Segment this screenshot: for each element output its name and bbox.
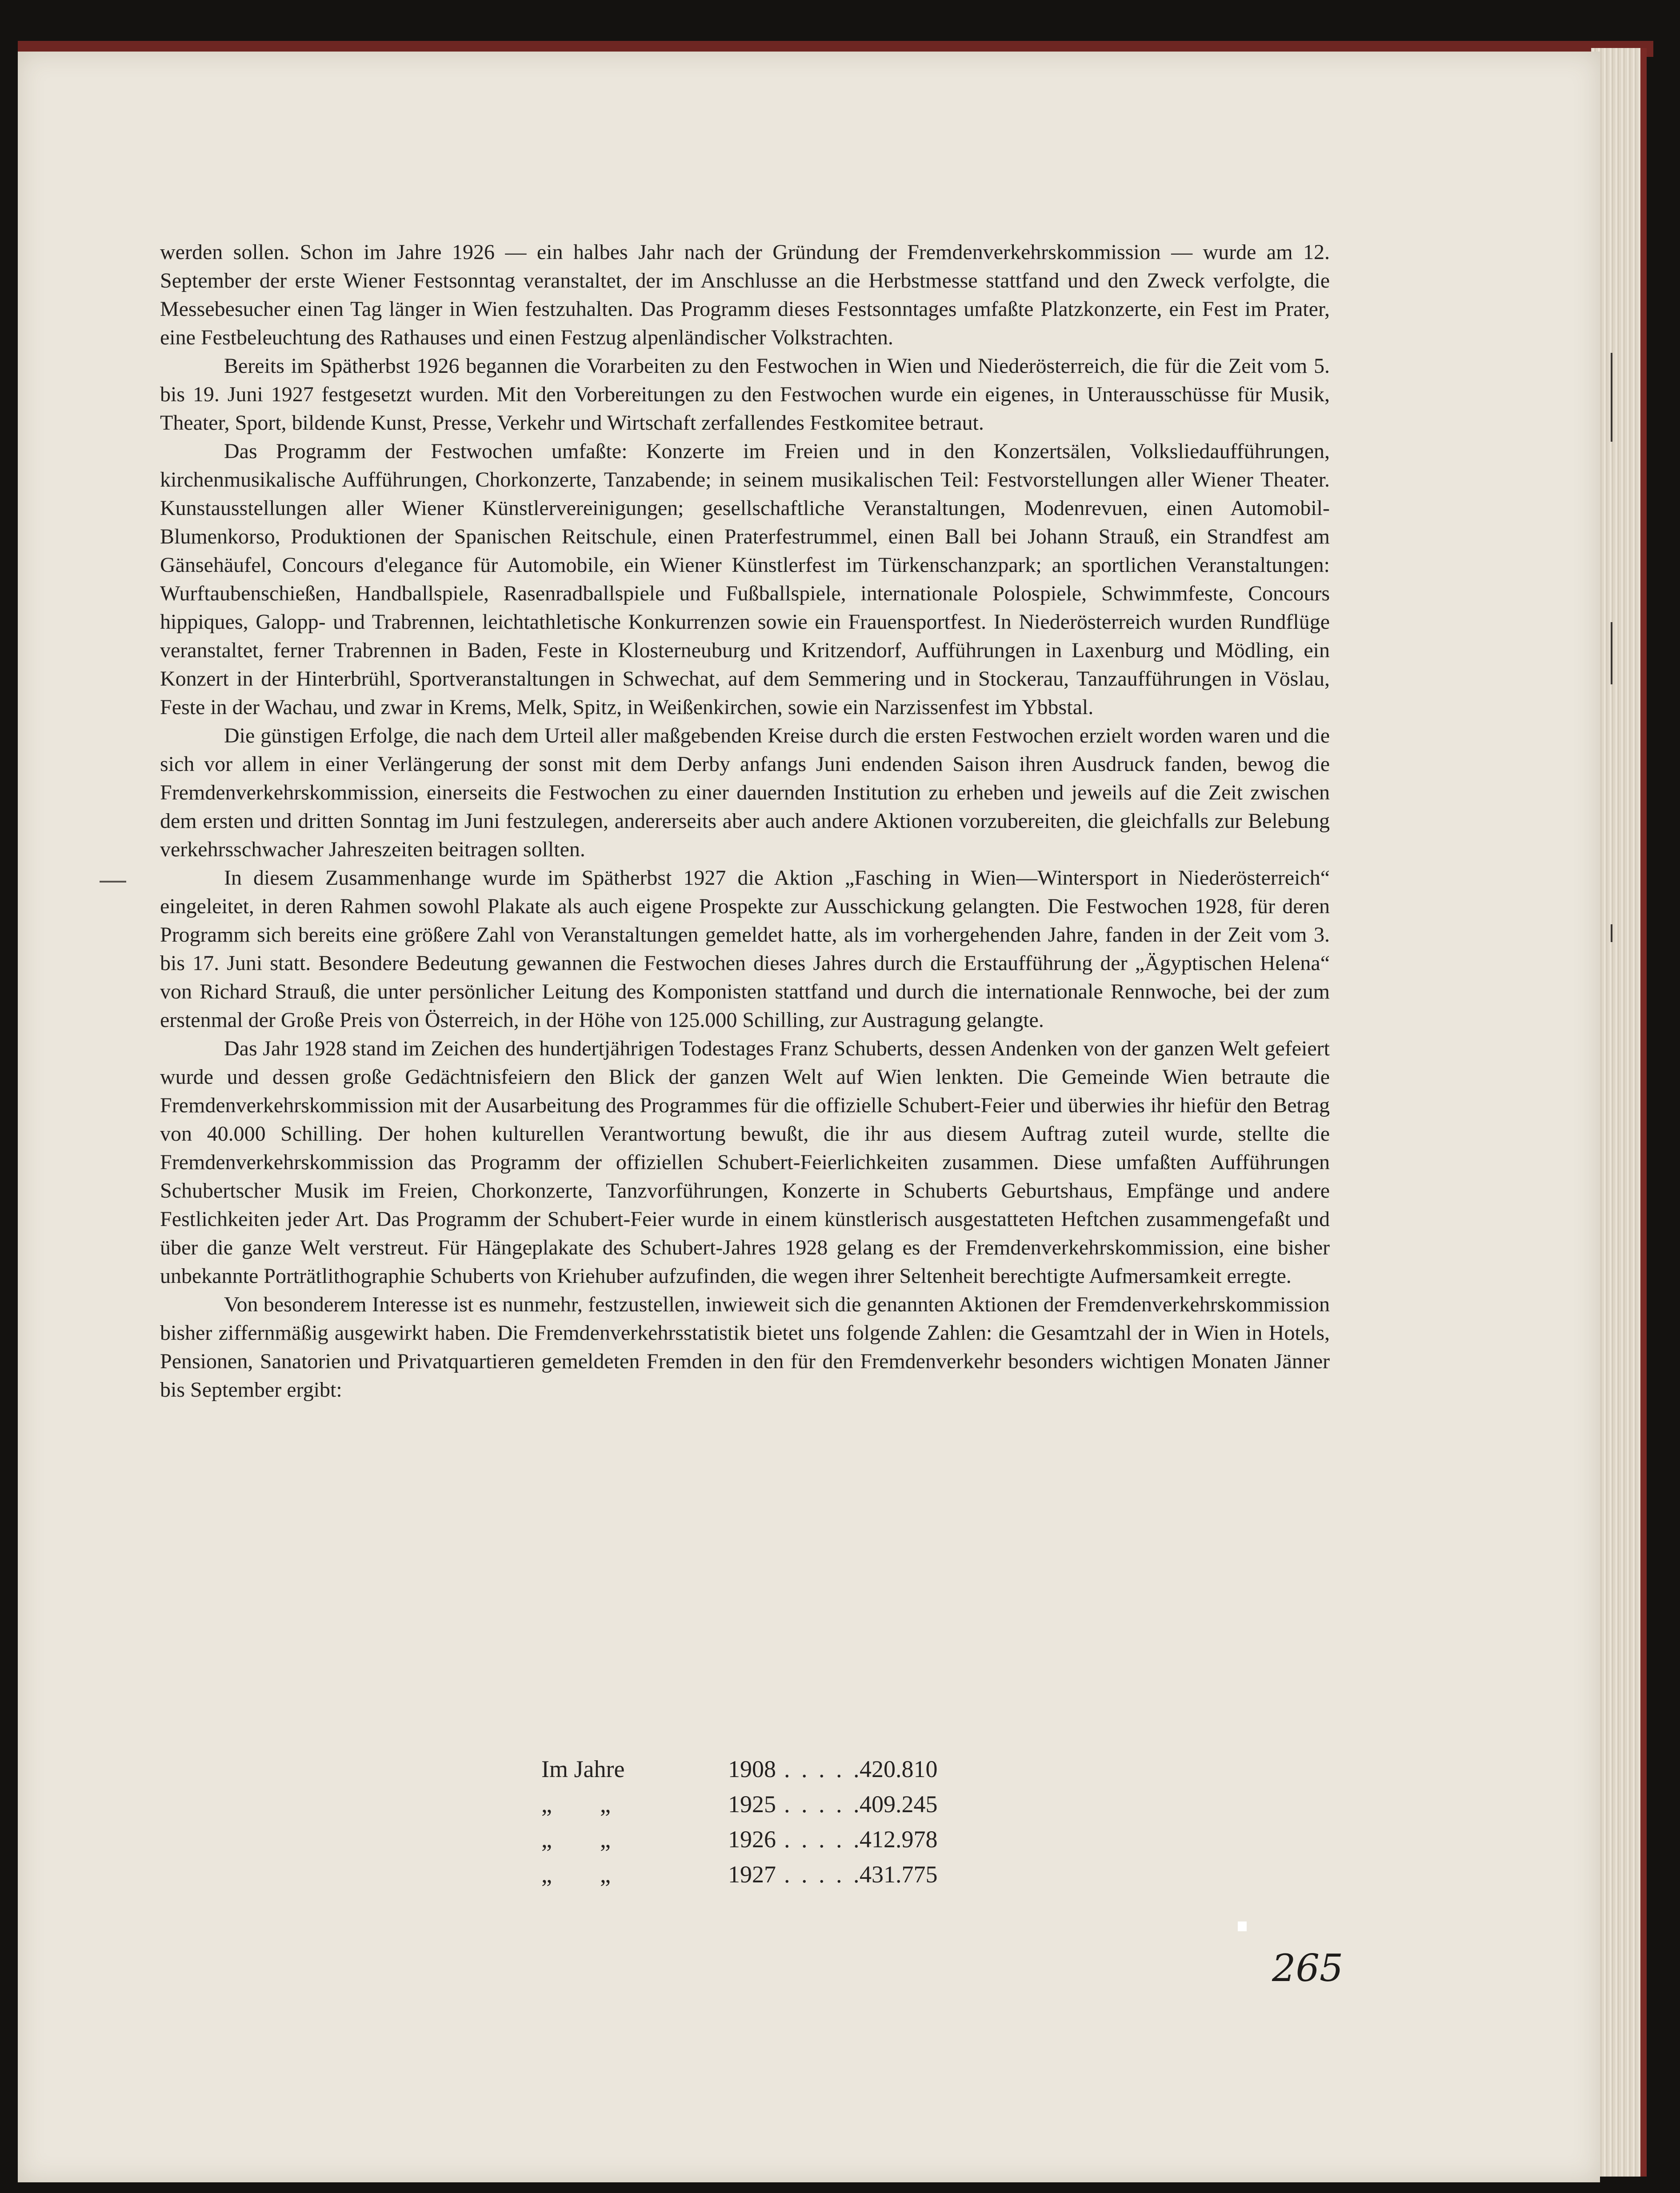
body-text xyxy=(160,238,1330,1404)
paragraph: werden sollen. Schon im Jahre 1926 — ein halbes Jahr nach der Gründung der Fremdenverkehrskommission — wurde am 12. September der erste Wiener Festsonntag veranstaltet, der im Anschlusse an die Herbstmesse stattfand und den Zweck verfolgte, die Messebesucher einen Tag länger in Wien festzuhalten. Das Programm dieses Festsonntages umfaßte Platzkonzerte, ein Fest im Prater, eine Festbeleuchtung des Rathauses und einen Festzug alpenländischer Volkstrachten. xyxy=(160,240,1330,349)
stat-row xyxy=(541,1787,957,1822)
ditto-mark: „ xyxy=(541,1826,552,1853)
margin-mark xyxy=(1611,353,1612,442)
stat-dots: . . . . . xyxy=(784,1861,862,1888)
stat-year: 1927 xyxy=(728,1861,776,1888)
ditto-mark: „ xyxy=(600,1791,611,1818)
stat-row xyxy=(541,1822,957,1857)
ditto-mark: „ xyxy=(541,1861,552,1888)
stat-row xyxy=(541,1857,957,1892)
stat-dots: . . . . . xyxy=(784,1826,862,1853)
stat-label: Im Jahre xyxy=(541,1756,625,1782)
stat-ditto-label xyxy=(541,1857,728,1892)
margin-dash xyxy=(100,881,126,883)
stat-value: 420.810 xyxy=(860,1756,938,1782)
page-number: 265 xyxy=(1272,1946,1344,1990)
stat-dots: . . . . . xyxy=(784,1756,862,1782)
ditto-mark: „ xyxy=(541,1791,552,1818)
visitor-statistics-table xyxy=(541,1752,957,1892)
ditto-mark: „ xyxy=(600,1861,611,1888)
paragraph: Das Jahr 1928 stand im Zeichen des hundertjährigen Todestages Franz Schuberts, dessen Andenken von der ganzen Welt gefeiert wurde und dessen große Gedächtnisfeiern den Blick der ganzen Welt auf Wien lenkten. Die Gemeinde Wien betraute die Fremdenverkehrskommission mit der Ausarbeitung des Programmes für die offizielle Schubert-Feier und überwies ihr hiefür den Betrag von 40.000 Schilling. Der hohen kulturellen Verantwortung bewußt, die ihr aus diesem Auftrag zuteil wurde, stellte die Fremdenverkehrskommission das Programm der offiziellen Schubert-Feierlichkeiten zusammen. Diese umfaßten Aufführungen Schubertscher Musik im Freien, Chorkonzerte, Tanzvorführungen, Konzerte in Schuberts Geburtshaus, Empfänge und andere Festlichkeiten jeder Art. Das Programm der Schubert-Feier wurde in einem künstlerisch ausgestatteten Heftchen zusammengefaßt und über die ganze Welt verstreut. Für Hängeplakate des Schubert-Jahres 1928 gelang es der Fremdenverkehrskommission, eine bisher unbekannte Porträtlithographie Schuberts von Kriehuber aufzufinden, die wegen ihrer Seltenheit berechtigte Aufmersamkeit erregte. xyxy=(160,1037,1330,1288)
paragraph: Die günstigen Erfolge, die nach dem Urteil aller maßgebenden Kreise durch die ersten Festwochen erzielt worden waren und die sich vor allem in einer Verlängerung der sonst mit dem Derby anfangs Juni endenden Saison ihren Ausdruck fanden, bewog die Fremdenverkehrskommission, einerseits die Festwochen zu einer dauernden Institution zu erheben und jeweils auf die Zeit zwischen dem ersten und dritten Sonntag im Juni festzulegen, andererseits aber auch andere Aktionen vorzubereiten, die gleichfalls zur Belebung verkehrsschwacher Jahreszeiten beitragen sollten. xyxy=(160,724,1330,861)
paragraph: In diesem Zusammenhange wurde im Spätherbst 1927 die Aktion „Fasching in Wien—Wintersport in Niederösterreich“ eingeleitet, in deren Rahmen sowohl Plakate als auch eigene Prospekte zur Ausschickung gelangten. Die Festwochen 1928, für deren Programm sich bereits eine größere Zahl von Veranstaltungen gemeldet hatte, als im vorhergehenden Jahre, fanden in der Zeit vom 3. bis 17. Juni statt. Besondere Bedeutung gewannen die Festwochen dieses Jahres durch die Erstaufführung der „Ägyptischen Helena“ von Richard Strauß, die unter persönlicher Leitung des Komponisten stattfand und durch die internationale Rennwoche, bei der zum erstenmal der Große Preis von Österreich, in der Höhe von 125.000 Schilling, zur Austragung gelangte. xyxy=(160,866,1330,1032)
stat-row xyxy=(541,1752,957,1787)
paragraph: Von besonderem Interesse ist es nunmehr, festzustellen, inwieweit sich die genannten Aktionen der Fremdenverkehrskommission bisher ziffernmäßig ausgewirkt haben. Die Fremdenverkehrsstatistik bietet uns folgende Zahlen: die Gesamtzahl der in Wien in Hotels, Pensionen, Sanatorien und Privatquartieren gemeldeten Fremden in den für den Fremdenverkehr besonders wichtigen Monaten Jänner bis September ergibt: xyxy=(160,1293,1330,1402)
margin-mark xyxy=(1611,622,1612,684)
stat-value: 431.775 xyxy=(860,1861,938,1888)
paper-fleck xyxy=(1238,1921,1247,1931)
stat-ditto-label xyxy=(541,1787,728,1822)
paragraph: Bereits im Spätherbst 1926 begannen die Vorarbeiten zu den Festwochen in Wien und Niederösterreich, die für die Zeit vom 5. bis 19. Juni 1927 festgesetzt wurden. Mit den Vorbereitungen zu den Festwochen wurde ein eigenes, in Unterausschüsse für Musik, Theater, Sport, bildende Kunst, Presse, Verkehr und Wirtschaft zerfallendes Festkomitee betraut. xyxy=(160,354,1330,435)
stat-value: 409.245 xyxy=(860,1791,938,1818)
stat-year: 1926 xyxy=(728,1826,776,1853)
stat-dots: . . . . . xyxy=(784,1791,862,1818)
stat-value: 412.978 xyxy=(860,1826,938,1853)
stat-year: 1908 xyxy=(728,1756,776,1782)
stat-year: 1925 xyxy=(728,1791,776,1818)
paragraph: Das Programm der Festwochen umfaßte: Konzerte im Freien und in den Konzertsälen, Volksliedaufführungen, kirchenmusikalische Aufführungen, Chorkonzerte, Tanzabende; in seinem musikalischen Teil: Festvorstellungen aller Wiener Theater. Kunstausstellungen aller Wiener Künstlervereinigungen; gesellschaftliche Veranstaltungen, Modenrevuen, einen Automobil-Blumenkorso, Produktionen der Spanischen Reitschule, einen Praterfestrummel, einen Ball bei Johann Strauß, ein Strandfest am Gänsehäufel, Concours d'elegance für Automobile, ein Wiener Künstlerfest im Türkenschanzpark; an sportlichen Veranstaltungen: Wurftaubenschießen, Handballspiele, Rasenradballspiele und Fußballspiele, internationale Polospiele, Schwimmfeste, Concours hippiques, Galopp- und Trabrennen, leichtathletische Konkurrenzen sowie ein Frauensportfest. In Niederösterreich wurden Rundflüge veranstaltet, ferner Trabrennen in Baden, Feste in Klosterneuburg und Kritzendorf, Aufführungen in Laxenburg und Mödling, ein Konzert in der Hinterbrühl, Sportveranstaltungen in Schwechat, auf dem Semmering und in Stockerau, Tanzaufführungen in Vöslau, Feste in der Wachau, und zwar in Krems, Melk, Spitz, in Weißenkirchen, sowie ein Narzissenfest im Ybbstal. xyxy=(160,439,1330,719)
margin-mark xyxy=(1611,924,1612,942)
book-page xyxy=(18,52,1600,2182)
ditto-mark: „ xyxy=(600,1826,611,1853)
stat-ditto-label xyxy=(541,1822,728,1857)
